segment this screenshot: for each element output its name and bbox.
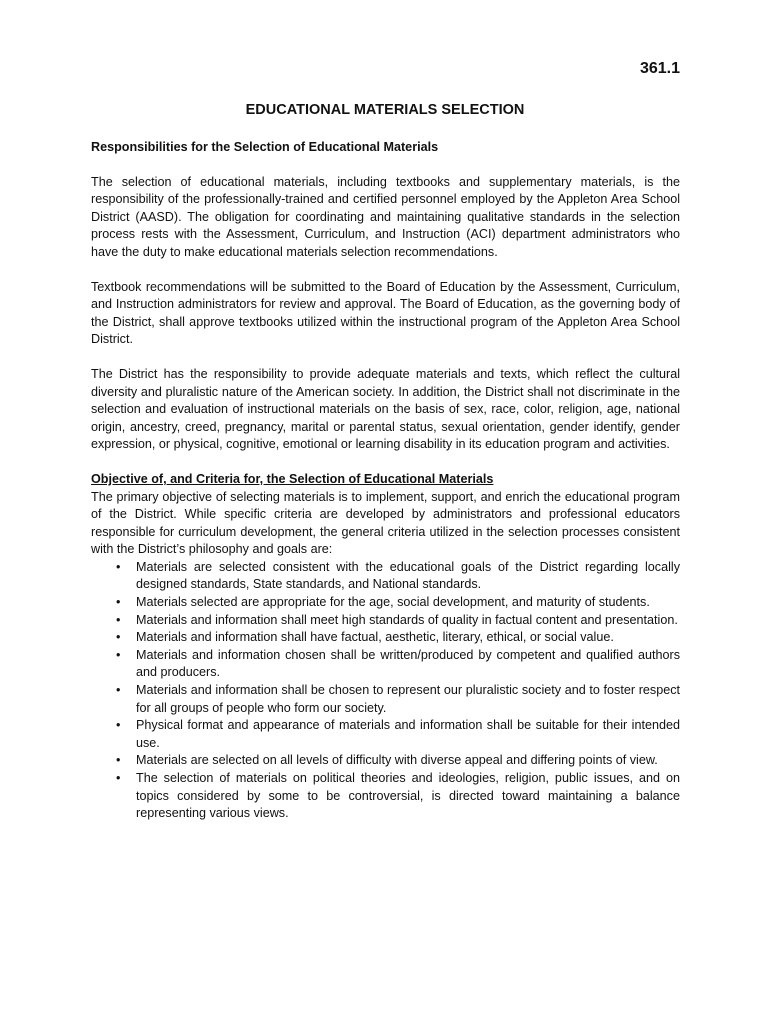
bullet-icon: • <box>116 753 121 768</box>
criteria-item <box>116 770 680 823</box>
criteria-item <box>116 612 680 630</box>
bullet-icon: • <box>116 559 121 574</box>
paragraph-textbook-recommendations: Textbook recommendations will be submitted to the Board of Education by the Assessment, Curriculum, and Instruction administrators for review and approval. The Board of Education, as the governing body of the District, shall approve textbooks utilized within the instructional program of the Appleton Area School District. <box>91 279 680 347</box>
bullet-icon: • <box>116 718 121 733</box>
criteria-item-text: Materials are selected consistent with the educational goals of the District regarding locally designed standards, State standards, and National standards. <box>136 559 680 592</box>
section-heading-responsibilities: Responsibilities for the Selection of Educational Materials <box>91 140 439 154</box>
paragraph-selection-responsibility: The selection of educational materials, including textbooks and supplementary materials, is the responsibility of the professionally-trained and certified personnel employed by the Appleton Area School District (AASD). The obligation for coordinating and maintaining qualitative standards in the selection process rests with the Assessment, Curriculum, and Instruction (ACI) department administrators who have the duty to make educational materials selection recommendations. <box>91 174 680 259</box>
criteria-item-text: Materials and information chosen shall be written/produced by competent and qualified authors and producers. <box>136 647 680 680</box>
bullet-icon: • <box>116 683 121 698</box>
paragraph-nondiscrimination: The District has the responsibility to provide adequate materials and texts, which reflect the cultural diversity and pluralistic nature of the American society. In addition, the District shall not discriminate in the selection and evaluation of instructional materials on the basis of sex, race, color, religion, age, national origin, ancestry, creed, pregnancy, marital or parental status, sexual orientation, gender identify, gender expression, or physical, cognitive, emotional or learning disability in its education program and activities. <box>91 366 680 452</box>
criteria-item <box>116 717 680 752</box>
criteria-item-text: The selection of materials on political theories and ideologies, religion, public issues, and on topics considered by some to be controversial, is directed toward maintaining a balance representing various views. <box>136 771 680 821</box>
criteria-list <box>91 559 680 823</box>
criteria-item <box>116 594 680 612</box>
policy-number: 361.1 <box>639 60 680 77</box>
criteria-item-text: Materials and information shall meet high standards of quality in factual content and presentation. <box>136 612 678 627</box>
criteria-item <box>116 559 680 594</box>
criteria-item-text: Materials are selected on all levels of difficulty with diverse appeal and differing points of view. <box>136 753 658 768</box>
bullet-icon: • <box>116 612 121 627</box>
criteria-item <box>116 682 680 717</box>
document-title: EDUCATIONAL MATERIALS SELECTION <box>245 102 525 118</box>
criteria-item-text: Physical format and appearance of materials and information shall be suitable for their intended use. <box>136 718 680 750</box>
criteria-item <box>116 752 680 770</box>
criteria-item <box>116 629 680 647</box>
section-heading-objective-criteria: Objective of, and Criteria for, the Selection of Educational Materials <box>91 471 494 486</box>
criteria-item <box>116 647 680 682</box>
bullet-icon: • <box>116 630 121 645</box>
bullet-icon: • <box>116 647 121 662</box>
criteria-item-text: Materials and information shall be chosen to represent our pluralistic society and to foster respect for all groups of people who form our society. <box>136 683 680 715</box>
bullet-icon: • <box>116 771 121 785</box>
paragraph-objective-intro: The primary objective of selecting materials is to implement, support, and enrich the educational program of the District. While specific criteria are developed by administrators and professional educators responsible for curriculum development, the general criteria utilized in the selection processes consistent with the District’s philosophy and goals are: <box>91 489 680 557</box>
document-body <box>91 139 680 823</box>
bullet-icon: • <box>116 595 121 610</box>
criteria-item-text: Materials selected are appropriate for the age, social development, and maturity of students. <box>136 595 650 610</box>
criteria-item-text: Materials and information shall have factual, aesthetic, literary, ethical, or social value. <box>136 630 614 645</box>
